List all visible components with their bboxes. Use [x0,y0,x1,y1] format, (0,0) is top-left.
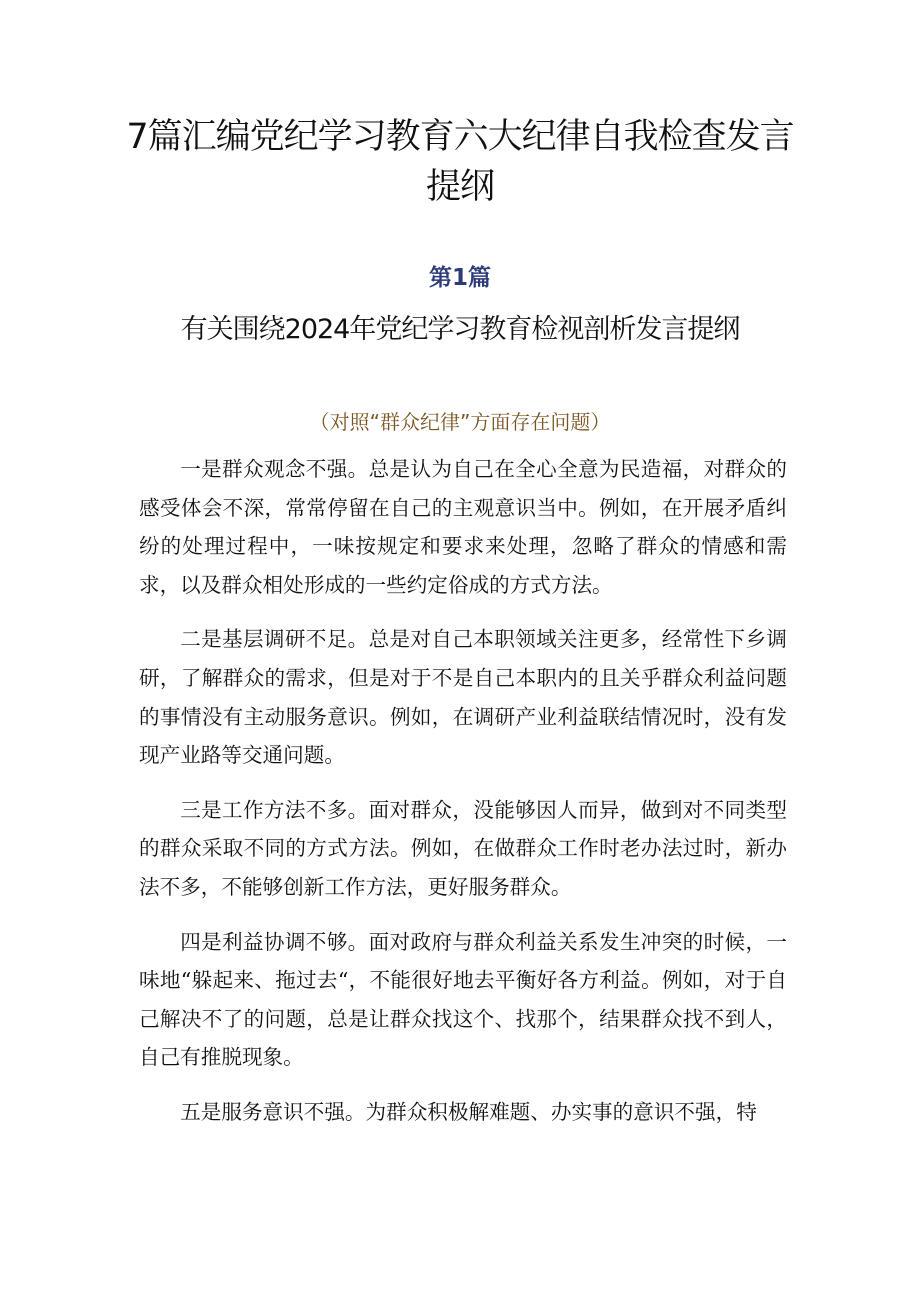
article-title: 有关围绕2024年党纪学习教育检视剖析发言提纲 [180,314,740,345]
section-note: （对照“群众纪律”方面存在问题） [309,410,611,434]
paragraph-5: 五是服务意识不强。为群众积极解难题、办实事的意识不强，特 [180,1099,757,1124]
article-label: 第1篇 [428,265,491,291]
document-body [139,450,787,1148]
main-title: 7篇汇编党纪学习教育六大纪律自我检查发言提纲 [126,117,794,207]
paragraph-4: 四是利益协调不够。面对政府与群众利益关系发生冲突的时候，一味地“躲起来、拖过去“，不能很好地去平衡好各方利益。例如，对于自己解决不了的问题，总是让群众找这个、找那个，结果群众找不到人，自己有推脱现象。 [139,929,787,1070]
paragraph-3: 三是工作方法不多。面对群众，没能够因人而异，做到对不同类型的群众采取不同的方式方法。例如，在做群众工作时老办法过时，新办法不多，不能够创新工作方法，更好服务群众。 [139,797,787,899]
paragraph-1: 一是群众观念不强。总是认为自己在全心全意为民造福，对群众的感受体会不深，常常停留在自己的主观意识当中。例如，在开展矛盾纠纷的处理过程中，一味按规定和要求来处理，忽略了群众的情感和需求，以及群众相处形成的一些约定俗成的方式方法。 [139,457,787,597]
paragraph-2: 二是基层调研不足。总是对自己本职领域关注更多，经常性下乡调研，了解群众的需求，但是对于不是自己本职内的且关乎群众利益问题的事情没有主动服务意识。例如，在调研产业利益联结情况时，没有发现产业路等交通问题。 [139,627,787,768]
